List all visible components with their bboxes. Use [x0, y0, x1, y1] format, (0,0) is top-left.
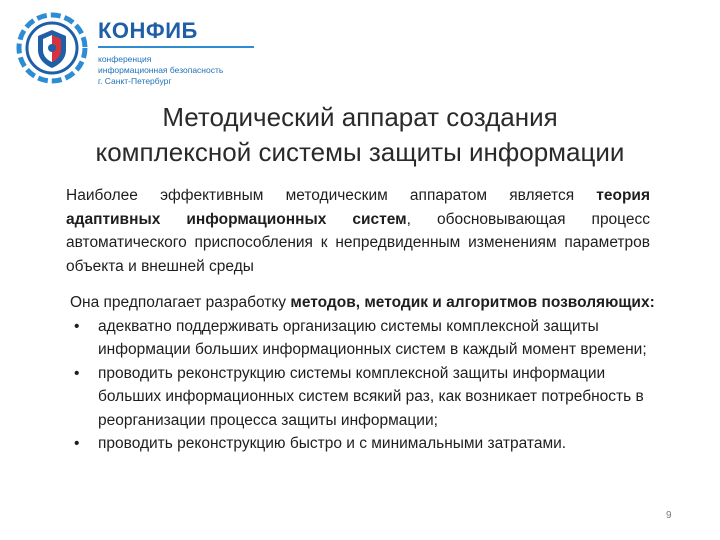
slide-title-line: Методический аппарат создания: [162, 102, 558, 132]
slide-title: [0, 100, 720, 170]
conference-logo: [14, 8, 254, 90]
requirements-bold-term: методов, методик и алгоритмов позволяющих:: [290, 294, 655, 311]
logo-subtitle-line: информационная безопасность: [98, 65, 224, 75]
logo-name: КОНФИБ: [98, 18, 198, 43]
requirements-intro: [70, 291, 670, 315]
logo-divider: [98, 46, 254, 48]
list-item: [70, 362, 670, 433]
bullet-icon: •: [74, 364, 80, 382]
logo-subtitle-line: конференция: [98, 54, 152, 64]
list-item-text: адекватно поддерживать организацию системы комплексной защиты информации больших информационных систем в каждый момент времени;: [98, 317, 647, 358]
requirements-paragraph: [70, 291, 670, 456]
intro-bold-term: теория адаптивных информационных систем: [66, 187, 650, 228]
bullet-icon: •: [74, 435, 80, 452]
slide-title-line: комплексной системы защиты информации: [95, 137, 625, 167]
list-item: [70, 432, 670, 456]
logo-subtitle-line: г. Санкт-Петербург: [98, 76, 172, 86]
list-item-text: проводить реконструкцию системы комплексной защиты информации больших информационных систем всякий раз, как возникает потребность в реорганизации процесса защиты информации;: [98, 364, 644, 429]
intro-text: Наиболее эффективным методическим аппаратом является: [66, 187, 597, 204]
page-number: 9: [666, 510, 672, 521]
intro-text-end: , обосновывающая процесс автоматического приспособления к непредвиденным изменениям параметров объекта и внешней среды: [66, 210, 651, 275]
bullet-icon: •: [74, 317, 80, 335]
shield-logo-icon: [14, 8, 90, 90]
requirements-intro-text: Она предполагает разработку: [70, 294, 291, 311]
intro-paragraph: [66, 184, 650, 278]
list-item-text: проводить реконструкцию быстро и с минимальными затратами.: [98, 435, 567, 452]
logo-subtitle: [98, 54, 223, 87]
requirements-list: [70, 315, 670, 456]
list-item: [70, 315, 670, 362]
